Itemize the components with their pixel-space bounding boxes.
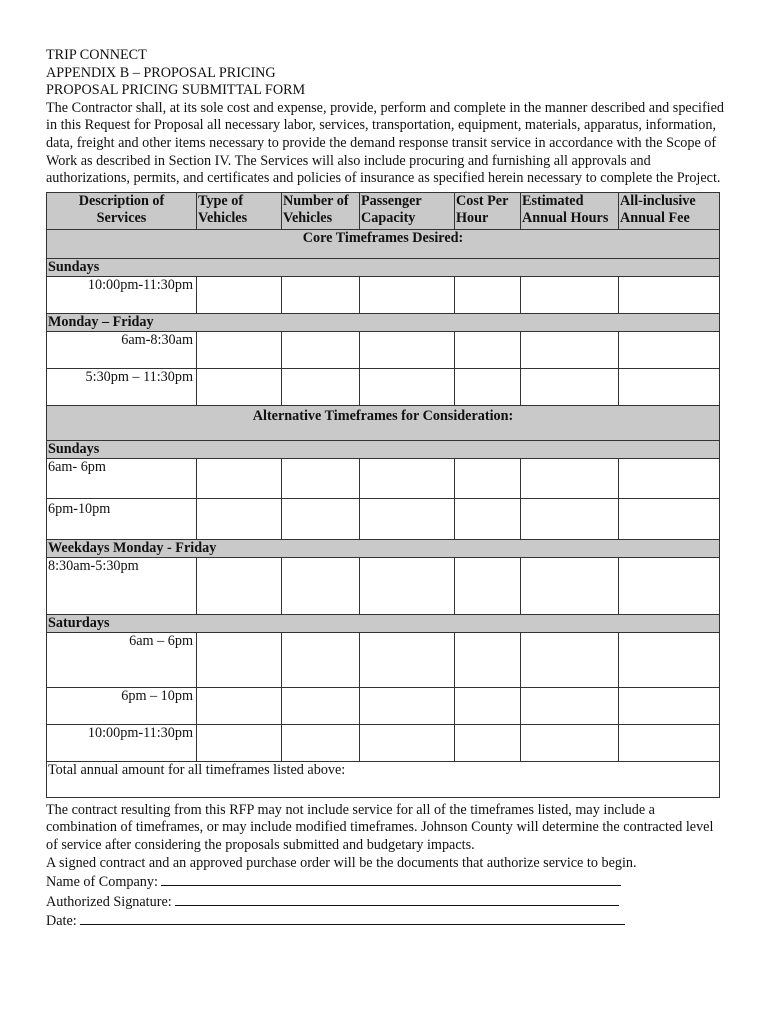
col-header-cost-per-hour: Cost Per Hour [455, 192, 521, 229]
entry-cell[interactable] [521, 458, 619, 498]
pricing-table [46, 192, 720, 798]
entry-cell[interactable] [619, 687, 720, 724]
entry-cell[interactable] [619, 458, 720, 498]
entry-cell[interactable] [619, 724, 720, 761]
group-core-sundays: Sundays [47, 258, 720, 276]
row-label: 5:30pm – 11:30pm [47, 368, 197, 405]
entry-cell[interactable] [360, 632, 455, 687]
group-core-monday-friday: Monday – Friday [47, 313, 720, 331]
entry-cell[interactable] [360, 724, 455, 761]
entry-cell[interactable] [197, 276, 282, 313]
entry-cell[interactable] [521, 331, 619, 368]
entry-cell[interactable] [360, 276, 455, 313]
entry-cell[interactable] [521, 557, 619, 614]
company-name-field[interactable] [161, 872, 621, 886]
header-line-form-title: PROPOSAL PRICING SUBMITTAL FORM [46, 82, 306, 99]
entry-cell[interactable] [360, 498, 455, 539]
table-row [47, 458, 720, 498]
footer-section [46, 802, 726, 931]
row-label: 6pm-10pm [47, 498, 197, 539]
proposal-pricing-form [46, 47, 726, 931]
total-annual-amount[interactable]: Total annual amount for all timeframes listed above: [47, 761, 720, 797]
company-name-line: Name of Company: [46, 872, 726, 892]
entry-cell[interactable] [197, 458, 282, 498]
entry-cell[interactable] [455, 368, 521, 405]
entry-cell[interactable] [455, 276, 521, 313]
row-label: 8:30am-5:30pm [47, 557, 197, 614]
authorization-note: A signed contract and an approved purchase order will be the documents that authorize service to begin. [46, 854, 637, 871]
entry-cell[interactable] [360, 687, 455, 724]
entry-cell[interactable] [521, 276, 619, 313]
date-field[interactable] [80, 911, 625, 925]
table-row [47, 368, 720, 405]
timeframes-note: The contract resulting from this RFP may not include service for all of the timeframes listed, may include a combination of timeframes, or may include modified timeframes. Johnson County will determine the contracted level of service after considering the proposals submitted and budgetary impacts. [46, 801, 714, 853]
entry-cell[interactable] [455, 687, 521, 724]
entry-cell[interactable] [282, 276, 360, 313]
entry-cell[interactable] [455, 557, 521, 614]
row-label: 6pm – 10pm [47, 687, 197, 724]
group-alt-weekdays: Weekdays Monday - Friday [47, 539, 720, 557]
intro-paragraph: The Contractor shall, at its sole cost and expense, provide, perform and complete in the manner described and specified in this Request for Proposal all necessary labor, services, transportation, equipment, materials, apparatus, information, data, freight and other items necessary to provide the demand response transit service in accordance with the Scope of Work as described in Section IV. The Services will also include procuring and furnishing all approvals and authorizations, permits, and certificates and policies of insurance as specified herein necessary to complete the Project. [46, 99, 725, 187]
row-label: 6am- 6pm [47, 458, 197, 498]
alternative-timeframes-band: Alternative Timeframes for Consideration: [47, 405, 720, 440]
entry-cell[interactable] [282, 331, 360, 368]
entry-cell[interactable] [521, 498, 619, 539]
entry-cell[interactable] [360, 368, 455, 405]
entry-cell[interactable] [282, 557, 360, 614]
col-header-number-of-vehicles: Number of Vehicles [282, 192, 360, 229]
row-label: 6am-8:30am [47, 331, 197, 368]
group-alt-sundays: Sundays [47, 440, 720, 458]
entry-cell[interactable] [455, 632, 521, 687]
entry-cell[interactable] [521, 687, 619, 724]
entry-cell[interactable] [282, 687, 360, 724]
table-row [47, 276, 720, 313]
entry-cell[interactable] [521, 632, 619, 687]
table-header-row [47, 192, 720, 229]
col-header-estimated-annual-hours: Estimated Annual Hours [521, 192, 619, 229]
entry-cell[interactable] [455, 724, 521, 761]
entry-cell[interactable] [360, 331, 455, 368]
entry-cell[interactable] [619, 331, 720, 368]
entry-cell[interactable] [197, 557, 282, 614]
header-line-trip-connect: TRIP CONNECT [46, 47, 147, 63]
col-header-type-of-vehicles: Type of Vehicles [197, 192, 282, 229]
row-label: 10:00pm-11:30pm [47, 724, 197, 761]
entry-cell[interactable] [455, 498, 521, 539]
entry-cell[interactable] [282, 458, 360, 498]
entry-cell[interactable] [521, 368, 619, 405]
entry-cell[interactable] [619, 276, 720, 313]
entry-cell[interactable] [521, 724, 619, 761]
date-line: Date: [46, 911, 726, 931]
total-row [47, 761, 720, 797]
group-alt-saturdays: Saturdays [47, 614, 720, 632]
entry-cell[interactable] [360, 458, 455, 498]
signature-field[interactable] [175, 892, 619, 906]
entry-cell[interactable] [282, 498, 360, 539]
entry-cell[interactable] [197, 498, 282, 539]
entry-cell[interactable] [360, 557, 455, 614]
entry-cell[interactable] [197, 632, 282, 687]
entry-cell[interactable] [619, 557, 720, 614]
entry-cell[interactable] [619, 368, 720, 405]
entry-cell[interactable] [197, 687, 282, 724]
entry-cell[interactable] [197, 724, 282, 761]
entry-cell[interactable] [197, 368, 282, 405]
col-header-passenger-capacity: Passenger Capacity [360, 192, 455, 229]
core-timeframes-band: Core Timeframes Desired: [47, 229, 720, 258]
header-line-appendix: APPENDIX B – PROPOSAL PRICING [46, 64, 276, 81]
row-label: 6am – 6pm [47, 632, 197, 687]
entry-cell[interactable] [197, 331, 282, 368]
table-row [47, 557, 720, 614]
entry-cell[interactable] [282, 724, 360, 761]
table-row [47, 498, 720, 539]
entry-cell[interactable] [455, 331, 521, 368]
col-header-annual-fee: All-inclusive Annual Fee [619, 192, 720, 229]
entry-cell[interactable] [282, 368, 360, 405]
entry-cell[interactable] [619, 632, 720, 687]
signature-line: Authorized Signature: [46, 892, 726, 912]
entry-cell[interactable] [455, 458, 521, 498]
table-row [47, 632, 720, 687]
row-label: 10:00pm-11:30pm [47, 276, 197, 313]
entry-cell[interactable] [619, 498, 720, 539]
col-header-description: Description of Services [47, 192, 197, 229]
table-row [47, 331, 720, 368]
entry-cell[interactable] [282, 632, 360, 687]
table-row [47, 724, 720, 761]
table-row [47, 687, 720, 724]
